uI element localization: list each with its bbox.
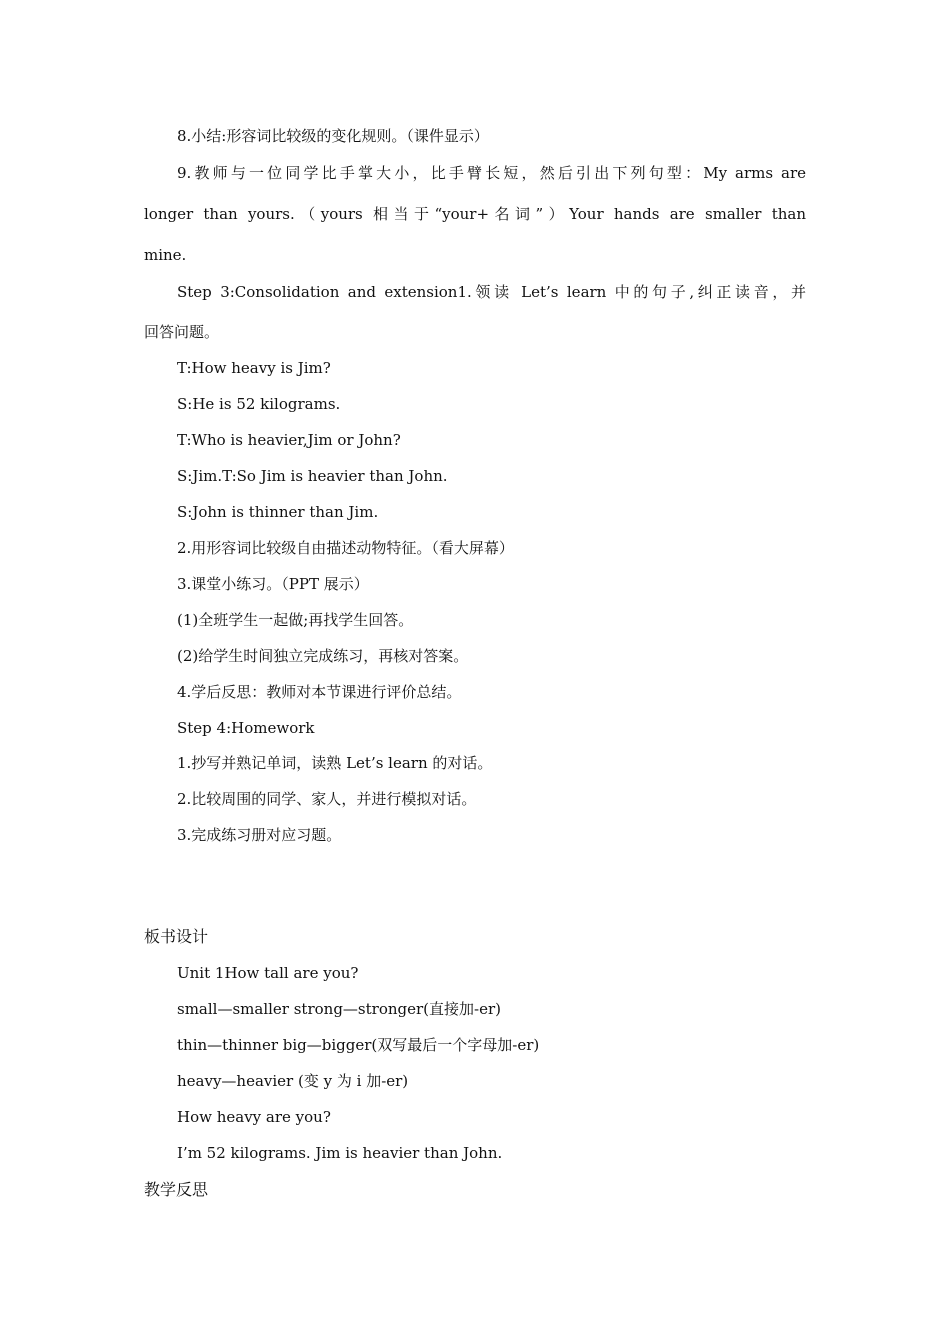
board-line-3: thin—thinner big—bigger(双写最后一个字母加-er): [177, 1036, 540, 1054]
board-line-5: How heavy are you?: [177, 1108, 331, 1126]
point-9-line-2: longer than yours.（yours 相当于“your+名词”）Your hands are smaller than: [144, 205, 806, 223]
step-3-item-2: 2.用形容词比较级自由描述动物特征。（看大屏幕）: [177, 539, 514, 557]
dialogue-line-4: S:Jim.T:So Jim is heavier than John.: [177, 467, 448, 485]
step-4-heading: Step 4:Homework: [177, 719, 315, 737]
step-3-line-1: Step 3:Consolidation and extension1.领读 Let’s learn 中的句子,纠正读音，并: [177, 283, 806, 301]
board-line-6: I’m 52 kilograms. Jim is heavier than John.: [177, 1144, 503, 1162]
step-3-item-4: 4.学后反思：教师对本节课进行评价总结。: [177, 683, 462, 701]
dialogue-line-2: S:He is 52 kilograms.: [177, 395, 341, 413]
point-9-line-3: mine.: [144, 246, 187, 264]
board-line-4: heavy—heavier (变 y 为 i 加-er): [177, 1072, 409, 1090]
homework-item-1: 1.抄写并熟记单词，读熟 Let’s learn 的对话。: [177, 754, 493, 772]
step-3-item-3: 3.课堂小练习。（PPT 展示）: [177, 575, 369, 593]
teaching-reflection-heading: 教学反思: [144, 1180, 209, 1199]
board-line-1: Unit 1How tall are you?: [177, 964, 359, 982]
homework-item-3: 3.完成练习册对应习题。: [177, 826, 342, 844]
summary-point-8: 8.小结:形容词比较级的变化规则。（课件显示）: [177, 127, 489, 145]
dialogue-line-3: T:Who is heavier,Jim or John?: [177, 431, 401, 449]
step-3-line-2: 回答问题。: [144, 323, 220, 341]
dialogue-line-5: S:John is thinner than Jim.: [177, 503, 379, 521]
step-3-item-3a: (1)全班学生一起做;再找学生回答。: [177, 611, 414, 629]
board-line-2: small—smaller strong—stronger(直接加-er): [177, 1000, 501, 1018]
point-9-line-1: 9.教师与一位同学比手掌大小，比手臂长短，然后引出下列句型：My arms are: [177, 164, 806, 182]
step-3-item-3b: (2)给学生时间独立完成练习，再核对答案。: [177, 647, 469, 665]
homework-item-2: 2.比较周围的同学、家人，并进行模拟对话。: [177, 790, 477, 808]
dialogue-line-1: T:How heavy is Jim?: [177, 359, 331, 377]
board-design-heading: 板书设计: [144, 927, 209, 946]
